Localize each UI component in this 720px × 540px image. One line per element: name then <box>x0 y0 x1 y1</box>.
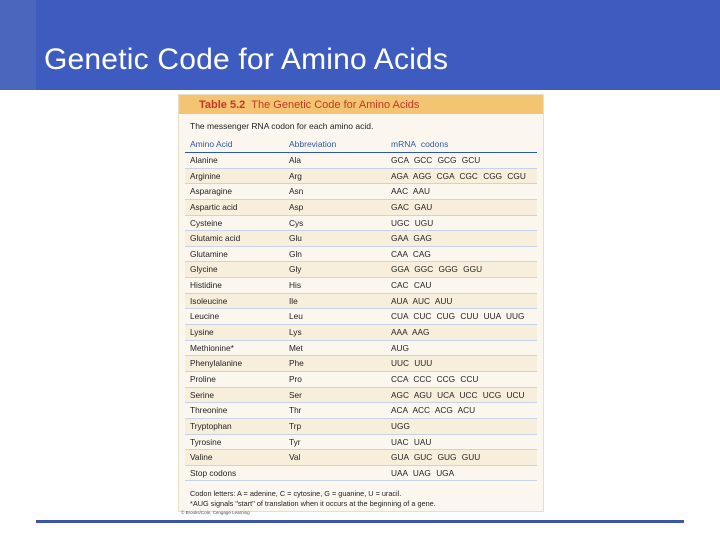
table-row <box>185 247 537 263</box>
amino-acid-cell: Tyrosine <box>190 436 222 447</box>
amino-acid-cell: Tryptophan <box>190 420 232 431</box>
abbreviation-cell: His <box>289 280 301 291</box>
header-amino-acid: Amino Acid <box>190 139 233 149</box>
amino-acid-cell: Methionine* <box>190 342 234 353</box>
table-row <box>185 216 537 232</box>
abbreviation-cell: Gln <box>289 248 302 259</box>
table-row <box>185 262 537 278</box>
amino-acid-cell: Glycine <box>190 264 218 275</box>
genetic-code-table-figure <box>178 94 544 516</box>
codons-cell: UGG <box>391 420 410 431</box>
table-row <box>185 169 537 185</box>
slide-title: Genetic Code for Amino Acids <box>44 43 449 76</box>
abbreviation-cell: Asp <box>289 201 304 212</box>
table-row <box>185 419 537 435</box>
abbreviation-cell: Trp <box>289 420 302 431</box>
abbreviation-cell: Arg <box>289 170 302 181</box>
amino-acid-cell: Lysine <box>190 327 214 338</box>
codons-cell: CAC CAU <box>391 280 432 291</box>
abbreviation-cell: Ala <box>289 155 301 165</box>
amino-acid-cell: Isoleucine <box>190 295 228 306</box>
abbreviation-cell: Ile <box>289 295 298 306</box>
codons-cell: AGC AGU UCA UCC UCG UCU <box>391 389 525 400</box>
codons-cell: AAC AAU <box>391 186 430 197</box>
table-row <box>185 153 537 169</box>
codons-cell: GAA GAG <box>391 233 432 244</box>
table-row <box>185 403 537 419</box>
amino-acid-cell: Valine <box>190 452 213 463</box>
table-body <box>185 153 537 481</box>
table-row <box>185 435 537 451</box>
abbreviation-cell: Thr <box>289 405 302 416</box>
table-row <box>185 184 537 200</box>
abbreviation-cell: Met <box>289 342 303 353</box>
amino-acid-cell: Serine <box>190 389 214 400</box>
table-row <box>185 372 537 388</box>
amino-acid-cell: Cysteine <box>190 217 223 228</box>
amino-acid-cell: Threonine <box>190 405 228 416</box>
amino-acid-cell: Phenylalanine <box>190 358 243 369</box>
table-row <box>185 231 537 247</box>
footnote-codon-letters: Codon letters: A = adenine, C = cytosine, G = guanine, U = uracil. <box>190 489 402 499</box>
amino-acid-cell: Glutamic acid <box>190 233 241 244</box>
table-row <box>185 466 537 482</box>
codons-cell: GAC GAU <box>391 201 433 212</box>
table-row <box>185 341 537 357</box>
table-row <box>185 450 537 466</box>
amino-acid-cell: Histidine <box>190 280 222 291</box>
amino-acid-cell: Arginine <box>190 170 221 181</box>
abbreviation-cell: Pro <box>289 373 302 384</box>
figure-footnote <box>179 481 543 508</box>
table-row <box>185 388 537 404</box>
abbreviation-cell: Phe <box>289 358 304 369</box>
bottom-rule <box>36 520 684 523</box>
amino-acid-cell: Proline <box>190 373 216 384</box>
codons-cell: ACA ACC ACG ACU <box>391 405 476 416</box>
abbreviation-cell: Ser <box>289 389 302 400</box>
abbreviation-cell <box>289 466 391 481</box>
codons-cell: CCA CCC CCG CCU <box>391 373 479 384</box>
codons-cell: AGA AGG CGA CGC CGG CGU <box>391 170 526 181</box>
figure-label: Table 5.2 <box>199 98 246 111</box>
abbreviation-cell: Leu <box>289 311 303 322</box>
amino-acid-cell: Aspartic acid <box>190 201 238 212</box>
abbreviation-cell: Lys <box>289 327 302 338</box>
table-header-row <box>185 139 537 153</box>
codons-cell: UGC UGU <box>391 217 434 228</box>
amino-acid-cell: Stop codons <box>190 467 237 478</box>
codons-cell: AAA AAG <box>391 327 430 338</box>
table-row <box>185 200 537 216</box>
amino-acid-cell: Glutamine <box>190 248 228 259</box>
table-row <box>185 309 537 325</box>
figure-title-bar <box>179 95 543 114</box>
codons-cell: UAA UAG UGA <box>391 467 455 478</box>
abbreviation-cell: Val <box>289 452 301 463</box>
codons-cell: UUC UUU <box>391 358 433 369</box>
abbreviation-cell: Asn <box>289 186 304 197</box>
codons-cell: AUA AUC AUU <box>391 295 453 306</box>
table-row <box>185 325 537 341</box>
header-abbreviation: Abbreviation <box>289 139 337 149</box>
header-mrna-codons: mRNA codons <box>391 139 449 149</box>
abbreviation-cell: Gly <box>289 264 302 275</box>
amino-acid-cell: Leucine <box>190 311 220 322</box>
table-row <box>185 278 537 294</box>
codons-cell: CAA CAG <box>391 248 431 259</box>
abbreviation-cell: Cys <box>289 217 304 228</box>
codons-cell: AUG <box>391 342 409 353</box>
table-row <box>185 356 537 372</box>
codons-cell: UAC UAU <box>391 436 432 447</box>
figure-title: The Genetic Code for Amino Acids <box>251 98 420 111</box>
amino-acid-cell: Asparagine <box>190 186 232 197</box>
figure-subtitle: The messenger RNA codon for each amino acid. <box>190 121 374 131</box>
codons-cell: GUA GUC GUG GUU <box>391 452 481 463</box>
amino-acid-cell: Alanine <box>190 155 218 165</box>
codons-cell: GCA GCC GCG GCU <box>391 155 481 165</box>
codons-cell: GGA GGC GGG GGU <box>391 264 483 275</box>
abbreviation-cell: Tyr <box>289 436 301 447</box>
footnote-start-codon: *AUG signals "start" of translation when it occurs at the beginning of a gene. <box>190 498 436 508</box>
figure-credit: © Brooks/Cole, Cengage Learning <box>181 510 250 516</box>
abbreviation-cell: Glu <box>289 233 302 244</box>
codons-cell: CUA CUC CUG CUU UUA UUG <box>391 311 525 322</box>
table-row <box>185 294 537 310</box>
